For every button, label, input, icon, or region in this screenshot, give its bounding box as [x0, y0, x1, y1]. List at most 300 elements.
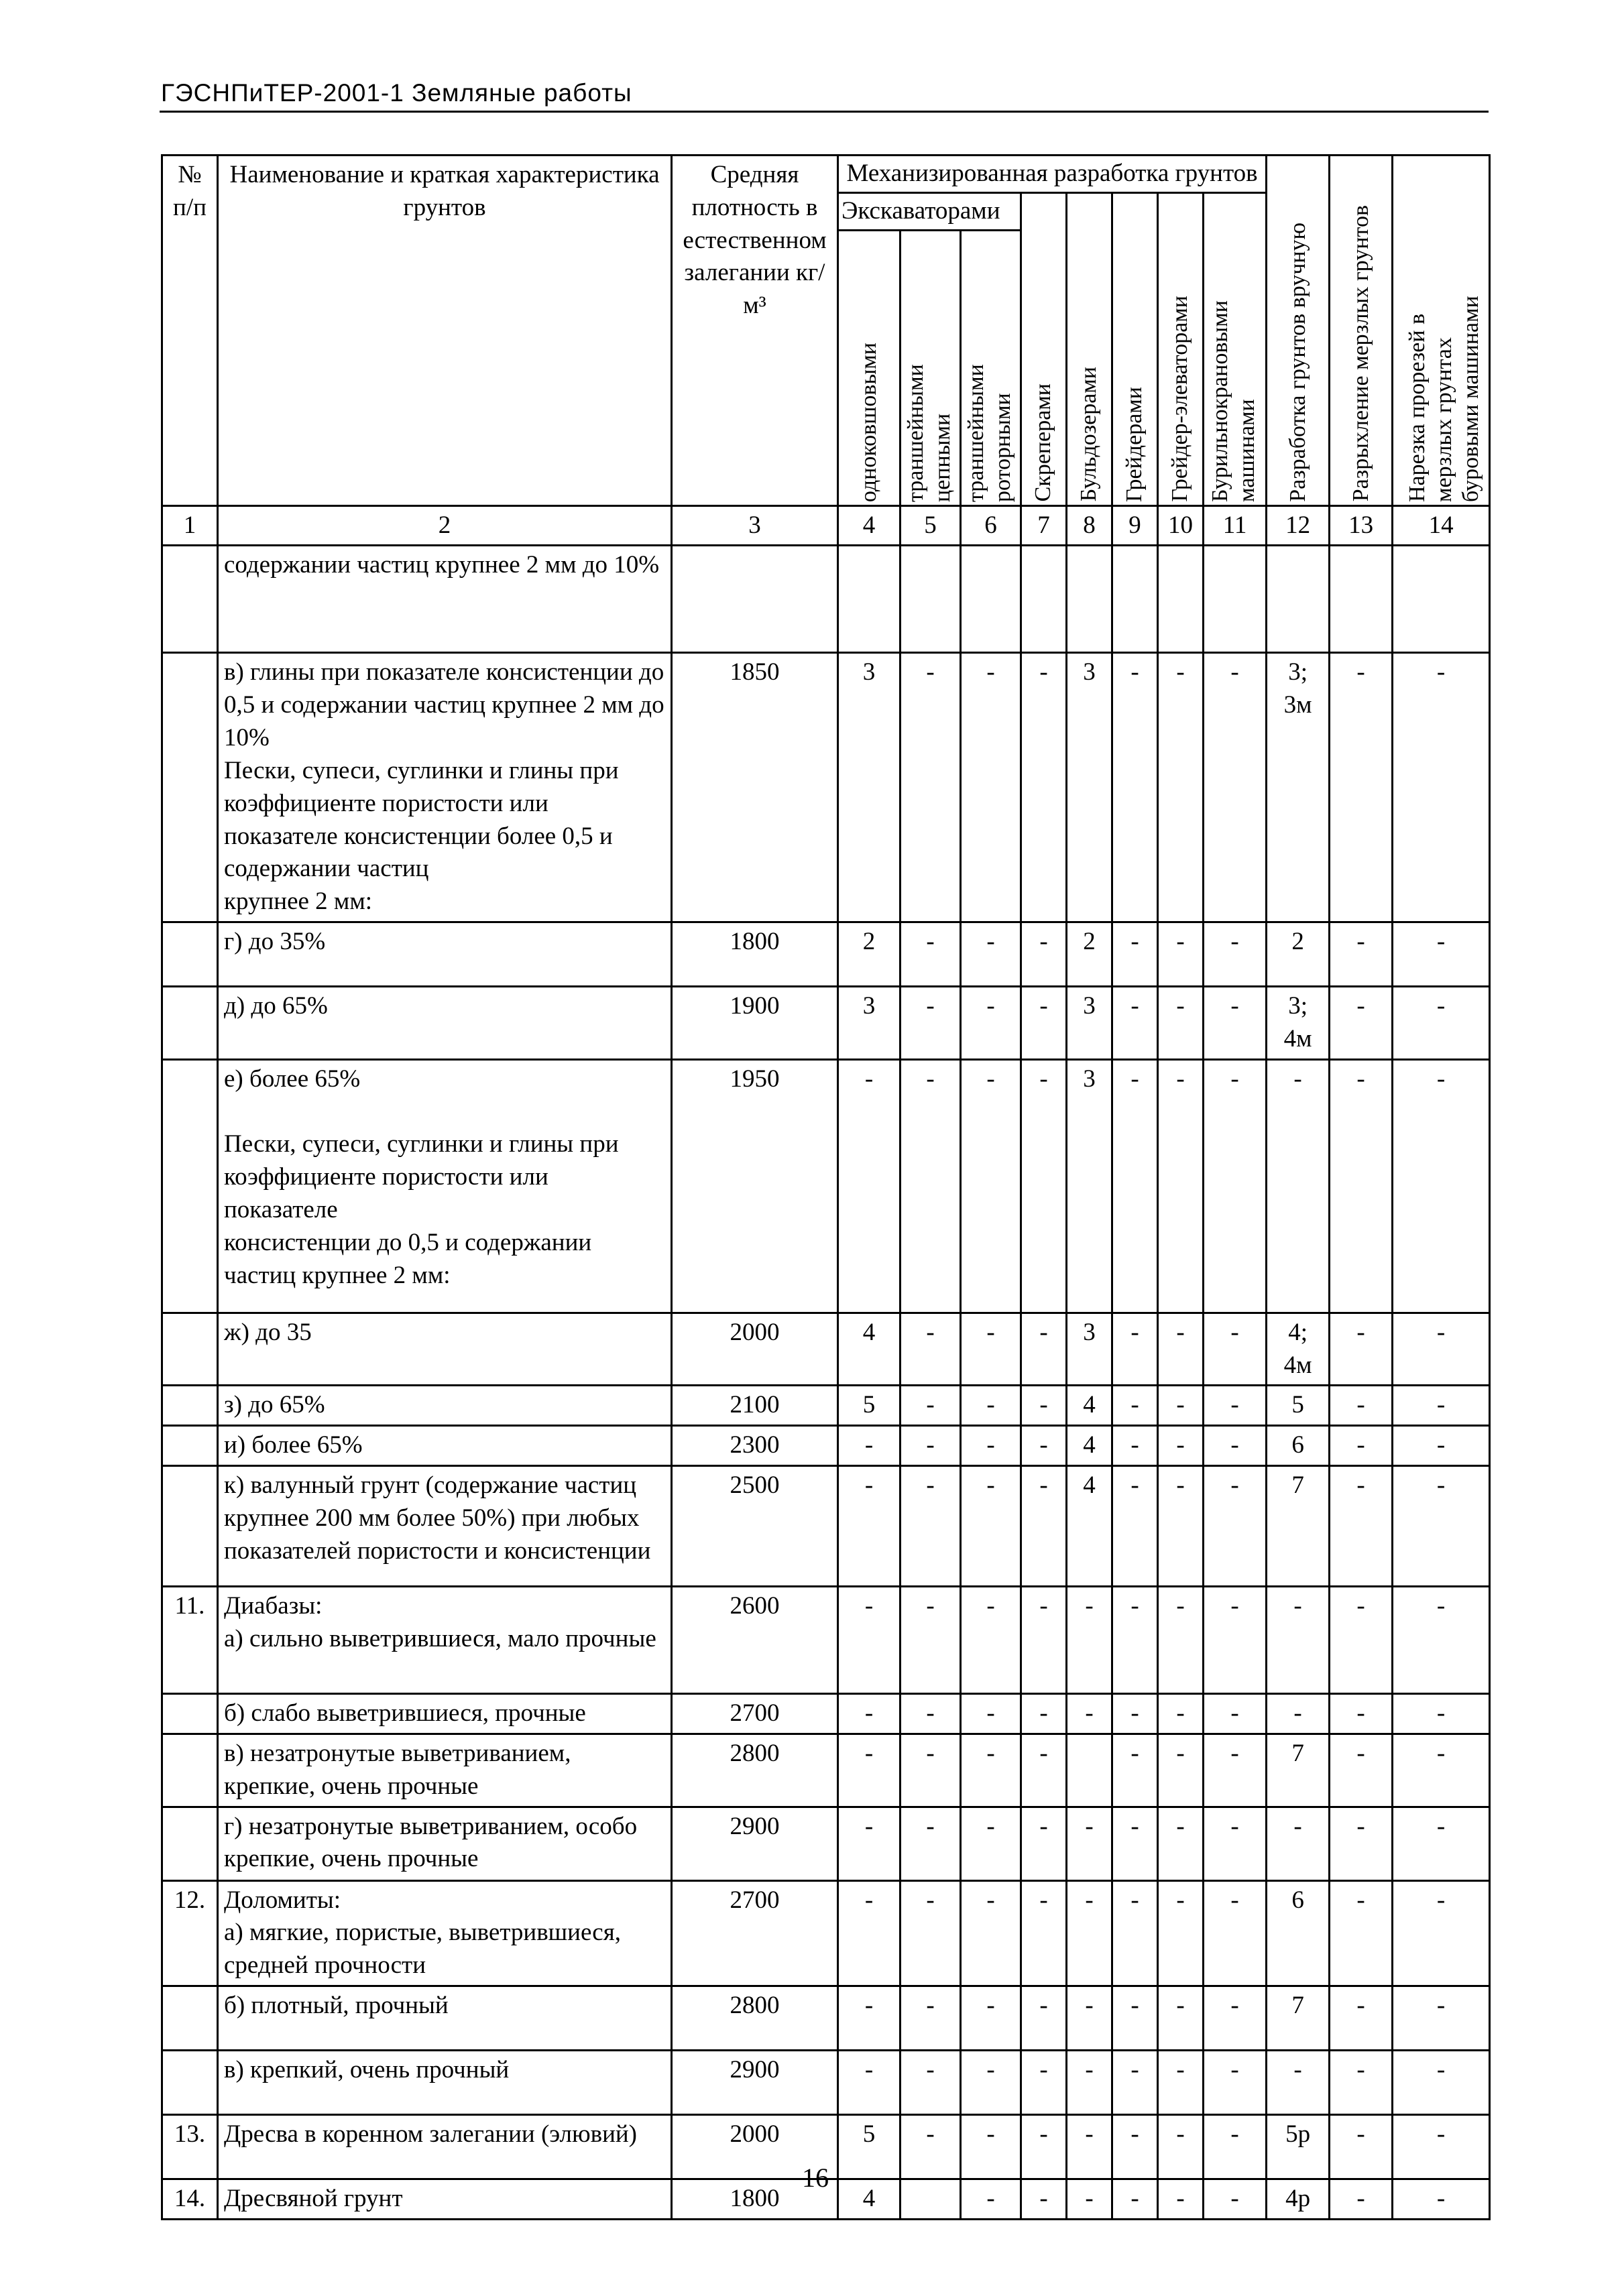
- category-cell: -: [1158, 1986, 1204, 2051]
- category-cell: -: [1158, 1807, 1204, 1880]
- category-cell: -: [1158, 1426, 1204, 1466]
- category-cell: -: [1158, 1734, 1204, 1807]
- category-cell: -: [1330, 653, 1393, 922]
- page-number: 16: [802, 2163, 829, 2193]
- soil-name-cell: в) крепкий, очень прочный: [218, 2051, 672, 2115]
- category-cell: -: [1204, 1734, 1267, 1807]
- category-cell: 7: [1267, 1734, 1330, 1807]
- column-number: 8: [1067, 505, 1112, 546]
- soil-name-cell: ж) до 35: [218, 1313, 672, 1386]
- soil-name-cell: в) незатронутые выветриванием, крепкие, очень прочные: [218, 1734, 672, 1807]
- category-cell: -: [1021, 922, 1067, 987]
- category-cell: -: [1021, 1313, 1067, 1386]
- header-density: Средняя плотность в естественном залегании кг/м³: [672, 156, 838, 506]
- category-cell: -: [901, 1986, 961, 2051]
- header-col-9: Грейдерами: [1112, 230, 1158, 505]
- category-cell: -: [1393, 1313, 1490, 1386]
- category-cell: 4: [1067, 1426, 1112, 1466]
- category-cell: -: [1021, 2115, 1067, 2179]
- category-cell: -: [901, 2115, 961, 2179]
- header-col-12: Разработка грунтов вручную: [1267, 156, 1330, 506]
- category-cell: -: [901, 987, 961, 1060]
- category-cell: -: [838, 1734, 901, 1807]
- category-cell: -: [1112, 1986, 1158, 2051]
- category-cell: -: [1330, 1880, 1393, 1986]
- category-cell: 2: [1267, 922, 1330, 987]
- category-cell: -: [1112, 653, 1158, 922]
- category-cell: -: [1267, 1694, 1330, 1734]
- soil-name-cell: б) слабо выветрившиеся, прочные: [218, 1694, 672, 1734]
- category-cell: -: [1330, 2051, 1393, 2115]
- density-cell: 2300: [672, 1426, 838, 1466]
- soil-name-cell: в) глины при показателе консистенции до 0,5 и содержании частиц крупнее 2 мм до 10% Пески, супеси, суглинки и глины при коэффициенте пористости или показателе консистенции более 0,5 и содержании частиц крупнее 2 мм:: [218, 653, 672, 922]
- category-cell: -: [1158, 1587, 1204, 1694]
- table-row: [162, 922, 1490, 987]
- category-cell: -: [1067, 2115, 1112, 2179]
- category-cell: -: [1393, 1466, 1490, 1587]
- category-cell: 5: [838, 1386, 901, 1426]
- density-cell: 2100: [672, 1386, 838, 1426]
- category-cell: -: [901, 1426, 961, 1466]
- category-cell: 2: [838, 922, 901, 987]
- category-cell: -: [1112, 1807, 1158, 1880]
- row-number-cell: [162, 1466, 218, 1587]
- row-number-cell: [162, 1734, 218, 1807]
- category-cell: 3; 4м: [1267, 987, 1330, 1060]
- category-cell: -: [1393, 987, 1490, 1060]
- category-cell: -: [1158, 1386, 1204, 1426]
- category-cell: [1204, 546, 1267, 653]
- soil-name-cell: г) незатронутые выветриванием, особо крепкие, очень прочные: [218, 1807, 672, 1880]
- category-cell: [838, 546, 901, 653]
- category-cell: [1330, 546, 1393, 653]
- category-cell: -: [1204, 1587, 1267, 1694]
- category-cell: -: [961, 1313, 1021, 1386]
- category-cell: -: [961, 1694, 1021, 1734]
- category-cell: -: [1393, 653, 1490, 922]
- category-cell: -: [838, 1807, 901, 1880]
- category-cell: -: [1204, 1386, 1267, 1426]
- table-row: [162, 1587, 1490, 1694]
- category-cell: -: [901, 1059, 961, 1313]
- density-cell: 1800: [672, 2179, 838, 2220]
- category-cell: -: [1393, 1386, 1490, 1426]
- category-cell: [1393, 546, 1490, 653]
- soil-name-cell: з) до 65%: [218, 1386, 672, 1426]
- category-cell: -: [901, 1587, 961, 1694]
- column-number: 7: [1021, 505, 1067, 546]
- category-cell: [1158, 546, 1204, 653]
- category-cell: 7: [1267, 1986, 1330, 2051]
- row-number-cell: 14.: [162, 2179, 218, 2220]
- density-cell: 2900: [672, 2051, 838, 2115]
- category-cell: -: [901, 1807, 961, 1880]
- soil-name-cell: е) более 65% Пески, супеси, суглинки и глины при коэффициенте пористости или показателе консистенции до 0,5 и содержании частиц крупнее 2 мм:: [218, 1059, 672, 1313]
- category-cell: -: [1021, 1880, 1067, 1986]
- category-cell: 6: [1267, 1426, 1330, 1466]
- row-number-cell: [162, 1426, 218, 1466]
- category-cell: -: [1158, 2115, 1204, 2179]
- category-cell: -: [838, 1587, 901, 1694]
- density-cell: 2000: [672, 2115, 838, 2179]
- category-cell: -: [1112, 1466, 1158, 1587]
- category-cell: -: [838, 1880, 901, 1986]
- category-cell: -: [1267, 1807, 1330, 1880]
- category-cell: 7: [1267, 1466, 1330, 1587]
- category-cell: -: [1393, 2179, 1490, 2220]
- column-number: 1: [162, 505, 218, 546]
- category-cell: -: [838, 1466, 901, 1587]
- category-cell: -: [1021, 1386, 1067, 1426]
- row-number-cell: 12.: [162, 1880, 218, 1986]
- density-cell: 2800: [672, 1986, 838, 2051]
- category-cell: -: [1267, 1059, 1330, 1313]
- category-cell: -: [1204, 987, 1267, 1060]
- category-cell: -: [1158, 1059, 1204, 1313]
- table-row: [162, 1880, 1490, 1986]
- row-number-cell: [162, 546, 218, 653]
- category-cell: -: [1330, 2179, 1393, 2220]
- category-cell: -: [961, 1587, 1021, 1694]
- category-cell: 3: [1067, 1059, 1112, 1313]
- header-rule: [160, 111, 1489, 113]
- category-cell: -: [1393, 1880, 1490, 1986]
- soil-name-cell: Дресва в коренном залегании (элювий): [218, 2115, 672, 2179]
- category-cell: -: [838, 1426, 901, 1466]
- category-cell: -: [1330, 2115, 1393, 2179]
- soil-name-cell: д) до 65%: [218, 987, 672, 1060]
- category-cell: -: [1067, 2179, 1112, 2220]
- table-row: [162, 1807, 1490, 1880]
- category-cell: -: [1204, 653, 1267, 922]
- column-number: 4: [838, 505, 901, 546]
- running-header: ГЭСНПиТЕР-2001-1 Земляные работы: [161, 79, 632, 107]
- table-row: [162, 1466, 1490, 1587]
- table-row: [162, 1734, 1490, 1807]
- category-cell: -: [1021, 987, 1067, 1060]
- category-cell: -: [961, 1734, 1021, 1807]
- category-cell: -: [901, 922, 961, 987]
- table-row: [162, 1986, 1490, 2051]
- category-cell: 4: [838, 1313, 901, 1386]
- table-row: [162, 987, 1490, 1060]
- density-cell: 2800: [672, 1734, 838, 1807]
- column-number: 5: [901, 505, 961, 546]
- category-cell: -: [1330, 1466, 1393, 1587]
- category-cell: -: [1393, 1734, 1490, 1807]
- category-cell: -: [1067, 1694, 1112, 1734]
- column-number: 11: [1204, 505, 1267, 546]
- header-col-5: траншейными цепными: [901, 230, 961, 505]
- row-number-cell: 11.: [162, 1587, 218, 1694]
- header-col-7: Скреперами: [1021, 230, 1067, 505]
- category-cell: -: [961, 2179, 1021, 2220]
- category-cell: 5: [1267, 1386, 1330, 1426]
- category-cell: -: [901, 653, 961, 922]
- category-cell: -: [1067, 1880, 1112, 1986]
- category-cell: -: [1112, 987, 1158, 1060]
- category-cell: -: [1067, 1587, 1112, 1694]
- row-number-cell: [162, 987, 218, 1060]
- category-cell: -: [1267, 1587, 1330, 1694]
- category-cell: -: [1021, 1734, 1067, 1807]
- category-cell: -: [1204, 1986, 1267, 2051]
- row-number-cell: [162, 1059, 218, 1313]
- soil-name-cell: г) до 35%: [218, 922, 672, 987]
- category-cell: -: [1330, 1986, 1393, 2051]
- density-cell: 1800: [672, 922, 838, 987]
- category-cell: -: [961, 922, 1021, 987]
- row-number-cell: 13.: [162, 2115, 218, 2179]
- category-cell: 3: [1067, 987, 1112, 1060]
- category-cell: -: [1393, 1059, 1490, 1313]
- category-cell: -: [901, 1313, 961, 1386]
- category-cell: -: [1393, 1694, 1490, 1734]
- category-cell: -: [1067, 1807, 1112, 1880]
- category-cell: [1067, 546, 1112, 653]
- category-cell: -: [1112, 922, 1158, 987]
- category-cell: -: [1330, 922, 1393, 987]
- category-cell: -: [1393, 922, 1490, 987]
- category-cell: -: [1204, 1313, 1267, 1386]
- column-number: 13: [1330, 505, 1393, 546]
- soil-name-cell: Доломиты: а) мягкие, пористые, выветрившиеся, средней прочности: [218, 1880, 672, 1986]
- category-cell: -: [1204, 1807, 1267, 1880]
- category-cell: -: [1112, 2051, 1158, 2115]
- category-cell: -: [1158, 1313, 1204, 1386]
- category-cell: -: [1204, 1466, 1267, 1587]
- density-cell: 2600: [672, 1587, 838, 1694]
- column-number: 10: [1158, 505, 1204, 546]
- category-cell: -: [1112, 1426, 1158, 1466]
- category-cell: -: [901, 1880, 961, 1986]
- soil-name-cell: содержании частиц крупнее 2 мм до 10%: [218, 546, 672, 653]
- category-cell: [1067, 1734, 1112, 1807]
- soil-name-cell: б) плотный, прочный: [218, 1986, 672, 2051]
- column-number: 12: [1267, 505, 1330, 546]
- category-cell: -: [1393, 1587, 1490, 1694]
- density-cell: 2700: [672, 1694, 838, 1734]
- header-col-11: Бурильнокрановыми машинами: [1204, 230, 1267, 505]
- category-cell: -: [901, 1386, 961, 1426]
- row-number-cell: [162, 1807, 218, 1880]
- category-cell: -: [1204, 922, 1267, 987]
- category-cell: -: [1158, 653, 1204, 922]
- category-cell: -: [1112, 1880, 1158, 1986]
- category-cell: -: [961, 2051, 1021, 2115]
- density-cell: 2700: [672, 1880, 838, 1986]
- category-cell: -: [1330, 987, 1393, 1060]
- category-cell: -: [1021, 2051, 1067, 2115]
- category-cell: -: [1112, 2115, 1158, 2179]
- category-cell: -: [1393, 1986, 1490, 2051]
- table-row: [162, 1313, 1490, 1386]
- column-number: 9: [1112, 505, 1158, 546]
- category-cell: -: [1112, 1734, 1158, 1807]
- density-cell: 1900: [672, 987, 838, 1060]
- category-cell: -: [838, 2051, 901, 2115]
- category-cell: -: [1021, 1986, 1067, 2051]
- category-cell: 3: [1067, 1313, 1112, 1386]
- category-cell: 4: [1067, 1386, 1112, 1426]
- category-cell: -: [1112, 1059, 1158, 1313]
- row-number-cell: [162, 1386, 218, 1426]
- column-number: 14: [1393, 505, 1490, 546]
- category-cell: -: [901, 2051, 961, 2115]
- category-cell: 4р: [1267, 2179, 1330, 2220]
- density-cell: 2900: [672, 1807, 838, 1880]
- table-row: [162, 1694, 1490, 1734]
- density-cell: 1850: [672, 653, 838, 922]
- category-cell: -: [1021, 2179, 1067, 2220]
- category-cell: -: [961, 1466, 1021, 1587]
- header-name: Наименование и краткая характеристика грунтов: [218, 156, 672, 506]
- row-number-cell: [162, 2051, 218, 2115]
- category-cell: -: [1330, 1807, 1393, 1880]
- category-cell: [901, 2179, 961, 2220]
- category-cell: -: [961, 1386, 1021, 1426]
- category-cell: -: [1393, 1426, 1490, 1466]
- category-cell: [1267, 546, 1330, 653]
- density-cell: 2500: [672, 1466, 838, 1587]
- header-num: № п/п: [162, 156, 218, 506]
- row-number-cell: [162, 922, 218, 987]
- category-cell: -: [1021, 1466, 1067, 1587]
- category-cell: -: [1112, 1313, 1158, 1386]
- header-mechanized-group: Механизированная разработка грунтов: [838, 156, 1267, 193]
- category-cell: 6: [1267, 1880, 1330, 1986]
- density-cell: 2000: [672, 1313, 838, 1386]
- header-col-6: траншейными роторными: [961, 230, 1021, 505]
- column-number: 6: [961, 505, 1021, 546]
- category-cell: 3: [1067, 653, 1112, 922]
- category-cell: -: [1158, 1694, 1204, 1734]
- table-row: [162, 546, 1490, 653]
- category-cell: 3: [838, 987, 901, 1060]
- category-cell: -: [1112, 2179, 1158, 2220]
- category-cell: -: [1330, 1386, 1393, 1426]
- category-cell: -: [1021, 1694, 1067, 1734]
- soil-name-cell: Диабазы: а) сильно выветрившиеся, мало прочные: [218, 1587, 672, 1694]
- category-cell: -: [1204, 1880, 1267, 1986]
- category-cell: -: [1330, 1426, 1393, 1466]
- category-cell: -: [1112, 1694, 1158, 1734]
- category-cell: -: [961, 1880, 1021, 1986]
- category-cell: -: [1021, 1426, 1067, 1466]
- row-number-cell: [162, 1694, 218, 1734]
- category-cell: -: [1204, 1059, 1267, 1313]
- category-cell: 2: [1067, 922, 1112, 987]
- category-cell: -: [1158, 987, 1204, 1060]
- density-cell: [672, 546, 838, 653]
- category-cell: -: [1021, 1587, 1067, 1694]
- category-cell: 5: [838, 2115, 901, 2179]
- category-cell: -: [961, 1059, 1021, 1313]
- category-cell: -: [901, 1734, 961, 1807]
- soil-table: [161, 154, 1491, 2220]
- category-cell: -: [1267, 2051, 1330, 2115]
- header-col-14: Нарезка прорезей в мерзлых грунтах буровыми машинами: [1393, 156, 1490, 506]
- density-cell: 1950: [672, 1059, 838, 1313]
- category-cell: -: [1158, 1466, 1204, 1587]
- category-cell: 4; 4м: [1267, 1313, 1330, 1386]
- category-cell: -: [1158, 1880, 1204, 1986]
- category-cell: -: [1204, 1694, 1267, 1734]
- column-number-row: [162, 505, 1490, 546]
- category-cell: [1021, 546, 1067, 653]
- category-cell: -: [1330, 1694, 1393, 1734]
- header-excavators-group: Экскаваторами: [838, 192, 1021, 230]
- table-row: [162, 2051, 1490, 2115]
- category-cell: -: [838, 1694, 901, 1734]
- category-cell: -: [1330, 1313, 1393, 1386]
- category-cell: 3; 3м: [1267, 653, 1330, 922]
- category-cell: -: [961, 1426, 1021, 1466]
- category-cell: -: [838, 1986, 901, 2051]
- category-cell: -: [1204, 2179, 1267, 2220]
- category-cell: 4: [838, 2179, 901, 2220]
- row-number-cell: [162, 1313, 218, 1386]
- category-cell: [1112, 546, 1158, 653]
- header-col-8: Бульдозерами: [1067, 230, 1112, 505]
- category-cell: 4: [1067, 1466, 1112, 1587]
- category-cell: -: [1330, 1059, 1393, 1313]
- category-cell: -: [961, 653, 1021, 922]
- row-number-cell: [162, 1986, 218, 2051]
- table-row: [162, 653, 1490, 922]
- table-row: [162, 1426, 1490, 1466]
- category-cell: -: [1204, 2051, 1267, 2115]
- category-cell: -: [961, 2115, 1021, 2179]
- category-cell: -: [961, 1807, 1021, 1880]
- category-cell: -: [1393, 2115, 1490, 2179]
- category-cell: -: [1204, 1426, 1267, 1466]
- header-col-10: Грейдер-элеваторами: [1158, 230, 1204, 505]
- table-row: [162, 1386, 1490, 1426]
- header-col-4: одноковшовыми: [838, 230, 901, 505]
- category-cell: -: [1067, 1986, 1112, 2051]
- category-cell: -: [1021, 1059, 1067, 1313]
- category-cell: -: [1330, 1734, 1393, 1807]
- category-cell: -: [838, 1059, 901, 1313]
- category-cell: -: [901, 1466, 961, 1587]
- table-row: [162, 1059, 1490, 1313]
- category-cell: 5р: [1267, 2115, 1330, 2179]
- row-number-cell: [162, 653, 218, 922]
- soil-name-cell: Дресвяной грунт: [218, 2179, 672, 2220]
- category-cell: [961, 546, 1021, 653]
- category-cell: -: [1021, 1807, 1067, 1880]
- category-cell: 3: [838, 653, 901, 922]
- column-number: 2: [218, 505, 672, 546]
- category-cell: -: [1112, 1386, 1158, 1426]
- header-col-13: Разрыхление мерзлых грунтов: [1330, 156, 1393, 506]
- category-cell: [901, 546, 961, 653]
- soil-name-cell: и) более 65%: [218, 1426, 672, 1466]
- category-cell: -: [1158, 2051, 1204, 2115]
- category-cell: -: [1393, 2051, 1490, 2115]
- soil-name-cell: к) валунный грунт (содержание частиц крупнее 200 мм более 50%) при любых показателей пористости и консистенции: [218, 1466, 672, 1587]
- column-number: 3: [672, 505, 838, 546]
- category-cell: -: [1112, 1587, 1158, 1694]
- category-cell: -: [1158, 922, 1204, 987]
- category-cell: -: [961, 987, 1021, 1060]
- category-cell: -: [901, 1694, 961, 1734]
- category-cell: -: [1021, 653, 1067, 922]
- category-cell: -: [961, 1986, 1021, 2051]
- category-cell: -: [1330, 1587, 1393, 1694]
- category-cell: -: [1158, 2179, 1204, 2220]
